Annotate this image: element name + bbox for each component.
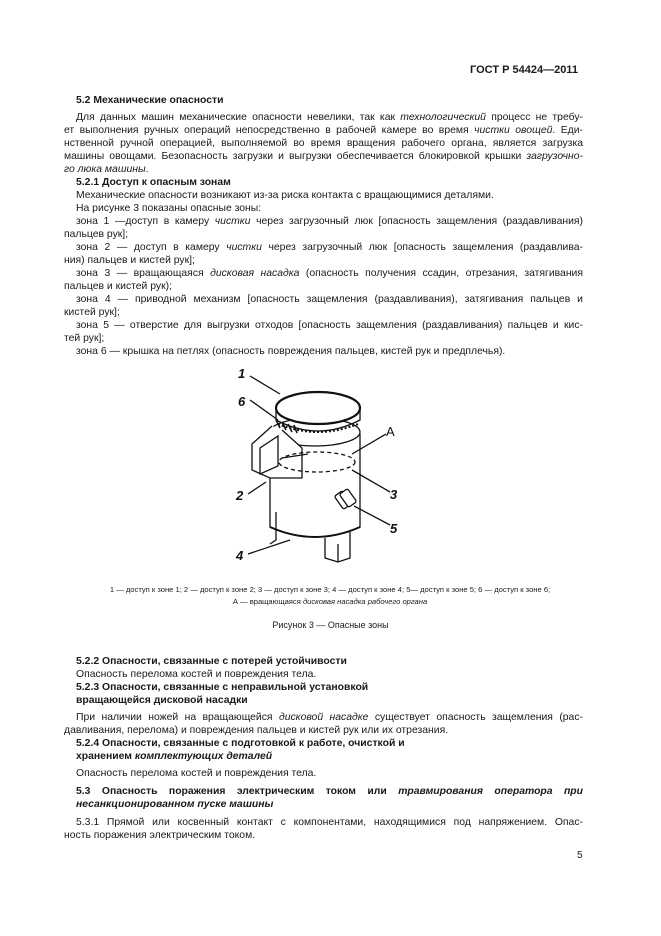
figure-label: 4: [236, 548, 244, 563]
hazard-zones-figure: [230, 362, 430, 577]
paragraph-line: На рисунке 3 показаны опасные зоны:: [76, 203, 262, 214]
machine-lid: [276, 392, 360, 424]
section-5-2-3-title: вращающейся дисковой насадки: [76, 695, 248, 706]
leader-2: [248, 482, 266, 494]
figure-label: 2: [236, 488, 244, 503]
paragraph-line: ет выполнения ручных операций непосредственно в рабочей камере во время чистки овощей. Еди-: [64, 125, 583, 136]
figure-caption: Рисунок 3 — Опасные зоны: [272, 620, 389, 630]
paragraph-line: 5.3.1 Прямой или косвенный контакт с компонентами, находящимися под напряжением. Опас-: [76, 817, 583, 828]
leader-4: [248, 540, 290, 554]
zone-3-line: зона 3 — вращающаяся дисковая насадка (опасность получения ссадин, отрезания, затягивания: [76, 268, 583, 279]
section-5-2-1-title: 5.2.1 Доступ к опасным зонам: [76, 177, 231, 188]
paragraph-line: нственной ручной операцией, выполняемой во время вращения рабочего органа, является загрузка: [64, 138, 583, 149]
paragraph-line: давливания, перелома) и повреждения пальцев и кистей рук или их отрезания.: [64, 725, 449, 736]
section-5-2-4-title: 5.2.4 Опасности, связанные с подготовкой к работе, очисткой и: [76, 738, 405, 749]
zone-5-line: зона 5 — отверстие для выгрузки отходов [опасность защемления (раздавливания) пальцев и кис-: [76, 320, 583, 331]
document-code: ГОСТ Р 54424—2011: [470, 64, 578, 76]
page-number: 5: [577, 850, 583, 861]
leader-1: [250, 376, 280, 394]
zone-2-line: зона 2 — доступ в камеру чистки через загрузочный люк [опасность защемления (раздавлива-: [76, 242, 583, 253]
figure-label: 6: [238, 394, 246, 409]
paragraph-line: При наличии ножей на вращающейся дисковой насадке существует опасность защемления (рас-: [76, 712, 583, 723]
zone-1-line: пальцев рук];: [64, 229, 129, 240]
leader-6: [250, 400, 278, 420]
section-5-2-3-title: 5.2.3 Опасности, связанные с неправильной установкой: [76, 682, 369, 693]
zone-4-line: кистей рук];: [64, 307, 120, 318]
section-5-3-title: несанкционированном пуске машины: [76, 799, 274, 810]
section-5-3-title: 5.3 Опасность поражения электрическим током или травмирования оператора при: [76, 786, 583, 797]
section-5-2-title: 5.2 Механические опасности: [76, 95, 224, 106]
figure-label: 3: [390, 487, 398, 502]
section-5-2-2-title: 5.2.2 Опасности, связанные с потерей устойчивости: [76, 656, 347, 667]
figure-legend: 1 — доступ к зоне 1; 2 — доступ к зоне 2; 3 — доступ к зоне 3; 4 — доступ к зоне 4; 5— доступ к зоне 5; 6 — доступ к зоне 6;: [109, 585, 551, 594]
zone-1-line: зона 1 —доступ в камеру чистки через загрузочный люк [опасность защемления (раздавливания): [76, 216, 583, 227]
paragraph-line: ность поражения электрическим током.: [64, 830, 256, 841]
paragraph-line: Для данных машин механические опасности невелики, так как технологический процесс не требу-: [76, 112, 583, 123]
paragraph-line: машины овощами. Безопасность загрузки и выгрузки обеспечивается блокировкой крышки загрузочно-: [64, 151, 583, 162]
zone-4-line: зона 4 — приводной механизм [опасность защемления (раздавливания), затягивания пальцев и: [76, 294, 583, 305]
figure-label: 1: [238, 366, 246, 381]
zone-6-line: зона 6 — крышка на петлях (опасность повреждения пальцев, кистей рук и предплечья).: [76, 346, 506, 357]
figure-label: 5: [390, 521, 398, 536]
figure-label: A: [386, 424, 395, 439]
zone-3-line: пальцев и кистей рук);: [64, 281, 173, 292]
figure-legend: А — вращающаяся дисковая насадка рабочего органа: [232, 597, 428, 606]
zone-2-line: ния) пальцев и кистей рук];: [64, 255, 195, 266]
section-5-2-4-title: хранением комплектующих деталей: [76, 751, 273, 762]
zone-5-line: тей рук];: [64, 333, 105, 344]
paragraph-line: Опасность перелома костей и повреждения тела.: [76, 669, 317, 680]
paragraph-line: го люка машины.: [64, 164, 149, 175]
paragraph-line: Опасность перелома костей и повреждения тела.: [76, 768, 317, 779]
paragraph-line: Механические опасности возникают из-за риска контакта с вращающимися деталями.: [76, 190, 494, 201]
